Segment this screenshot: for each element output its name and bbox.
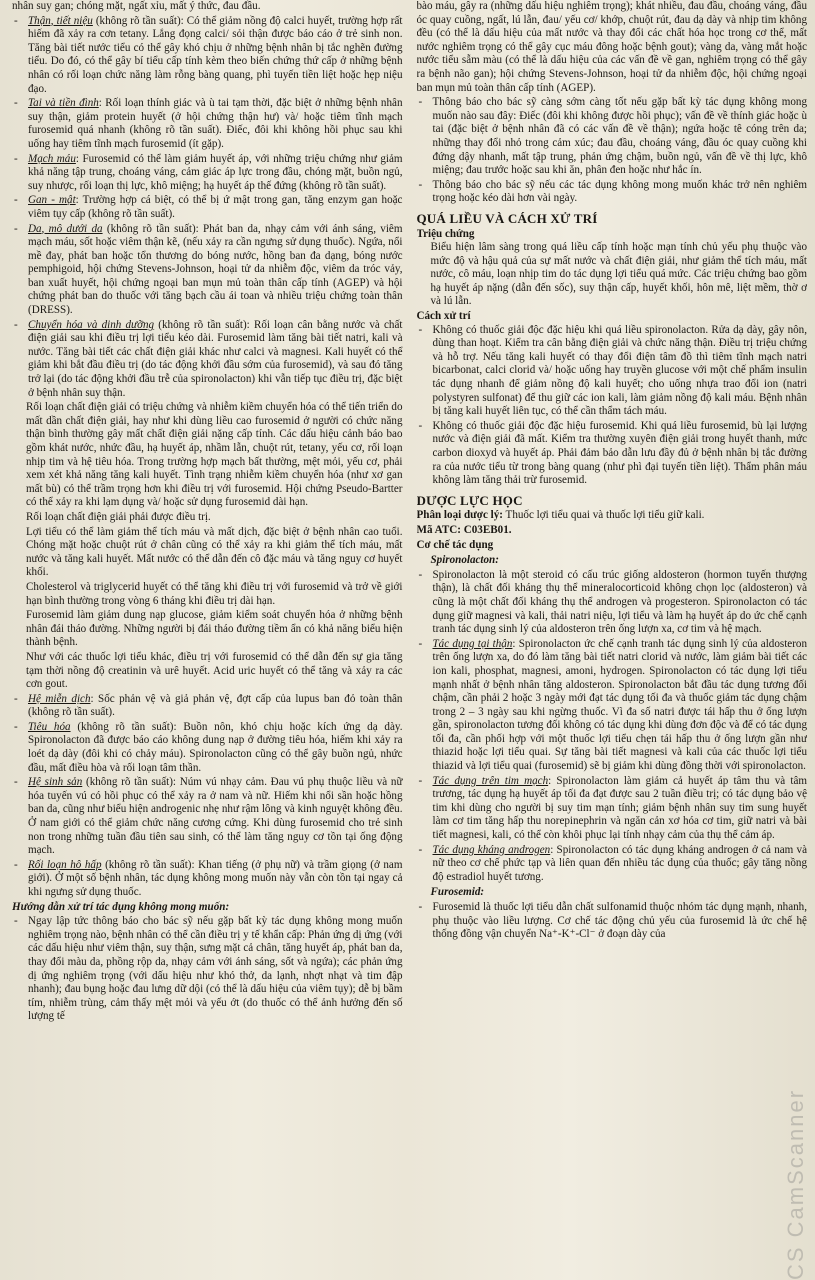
adverse-effects-list	[12, 15, 403, 401]
list-item	[12, 223, 403, 318]
subheading: Hướng dẫn xử trí tác dụng không mong muốn:	[12, 900, 230, 913]
list-item	[12, 15, 403, 97]
spironolacton-list	[417, 569, 808, 885]
list-item	[417, 844, 808, 885]
subheading: Cơ chế tác dụng	[416, 538, 494, 551]
section-heading: QUÁ LIỀU VÀ CÁCH XỬ TRÍ	[416, 210, 598, 226]
item-text: (không rõ tần suất): Rối loạn cân bằng nước và chất điện giải sau khi điều trị lợi tiểu kéo dài. Furosemid làm tăng bài tiết natri, kali và nước. Tăng bài tiết các chất điện giải khác như calci và magnesi. Kali huyết có thể giảm khi bắt đầu điều trị (do tác động khởi đầu sớm của furosemid), và sau đó tăng trở lại (do tác động khởi đầu trễ của spironolacton) khi vẫn tiếp tục điều trị, đặc biệt ở bệnh nhân suy thận.	[28, 318, 403, 399]
notify-list	[417, 96, 808, 206]
scanner-watermark: CS CamScanner	[783, 1088, 808, 1280]
list-item	[12, 153, 403, 194]
paragraph: Rối loạn chất điện giải phải được điều trị.	[26, 510, 211, 523]
paragraph	[417, 509, 808, 523]
list-item	[12, 319, 403, 401]
management-list	[12, 915, 403, 1024]
paragraph: Rối loạn chất điện giải có triệu chứng và nhiễm kiềm chuyển hóa có thể tiến triển do mất dần chất điện giải, hay như khi dùng liều cao furosemid ở người có chức năng thận bình thường gây mất chất điện giải nặng cấp tính. Các dấu hiệu cảnh báo bao gồm khát nước, nhức đầu, hạ huyết áp, nhầm lẫn, chuột rút, tetany, yếu cơ, rối loạn nhịp tim và hệ tiêu hóa. Trong trường hợp mạch bất thường, mệt mỏi, yếu cơ, phải xem xét khả năng tăng kali huyết. Tình trạng nhiễm kiềm chuyển hóa (như xơ gan mất bù) có thể trầm trọng hơn khi điều trị với furosemid. Hội chứng Pseudo-Bartter có thể xảy ra khi lạm dụng và/ hoặc sử dụng furosemid dài hạn.	[26, 401, 403, 509]
atc-code: Mã ATC: C03EB01.	[416, 523, 512, 536]
furosemid-list	[417, 901, 808, 942]
item-title: Tiêu hóa	[28, 720, 71, 733]
item-title: Thận, tiết niệu	[28, 14, 93, 27]
list-item	[12, 776, 403, 858]
item-title: Hệ sinh sản	[28, 776, 83, 789]
item-text: : Sốc phản vệ và giả phản vệ, đợt cấp của lupus ban đỏ toàn thân (không rõ tần suất).	[28, 692, 403, 719]
list-item: - Ngay lập tức thông báo cho bác sỹ nếu gặp bất kỳ tác dụng không mong muốn nghiêm trọng nào, bệnh nhân có thể cần điều trị y tế khẩn cấp: Phản ứng dị ứng (với các dấu hiệu như viêm thận, suy thận, sưng mặt cả chân, tăng huyết áp, phát ban da, thay đổi màu da, phồng rộp da, nhạy cảm với ánh sáng, sốt và ngứa); các phản ứng dị ứng nghiêm trọng (với dấu hiệu như khó thở, da lạnh, nhợt nhạt và tim đập nhanh); đau bụng hoặc đau lưng dữ dội (có thể là dấu hiệu của viêm tụy); dễ bị bầm tím, nhiễm trùng, cảm thấy mệt mỏi và yếu ớt (do thuốc có thể ảnh hưởng đến số lượng tế	[12, 915, 403, 1024]
left-column	[12, 0, 403, 1280]
list-item: - Không có thuốc giải độc đặc hiệu khi quá liều spironolacton. Rửa dạ dày, gây nôn, dùng than hoạt. Kiểm tra cân bằng điện giải và chức năng thận. Điều trị triệu chứng và hỗ trợ. Nếu tăng kali huyết có thay đổi điện tâm đồ thì tiêm tĩnh mạch natri bicarbonat, calci clorid và/ hoặc uống hay truyền glucose với một chế phẩm insulin tác dụng nhanh để giảm nồng độ kali huyết; cho uống nhựa trao đổi ion (natri polystyren sulfonat) để thu giữ các ion kali, làm giảm nồng độ kali máu. Bệnh nhân bị tăng kali huyết liên tục, có thể cần thẩm tách máu.	[417, 324, 808, 419]
item-title: Gan - mật	[28, 194, 76, 207]
item-title: Mạch máu	[28, 152, 76, 165]
list-item	[417, 638, 808, 774]
paragraph: nhân suy gan; chóng mặt, ngất xỉu, mất ý thức, đau đầu.	[12, 0, 261, 12]
list-item	[12, 97, 403, 151]
item-text: : Rối loạn thính giác và ù tai tạm thời, đặc biệt ở những bệnh nhân suy thận, giảm protein huyết (ở hội chứng thận hư) và/ hoặc tiêm tĩnh mạch furosemid quá nhanh (không rõ tần suất). Điếc, đôi khi không hồi phục sau khi uống hay tiêm tĩnh mạch furosemid (ít gặp).	[28, 97, 403, 150]
subheading: Cách xử trí	[416, 310, 471, 323]
item-text: : Spironolacton có tác dụng kháng androgen ở cả nam và nữ theo cơ chế phức tạp và liên quan đến nhiều tác dụng của thuốc; gây tăng nồng độ estradiol huyết tương.	[432, 843, 807, 883]
subheading: Triệu chứng	[416, 227, 475, 240]
item-text: : Spironolacton ức chế cạnh tranh tác dụng sinh lý của aldosteron trên ống lượn xa, do đó làm tăng bài tiết natri clorid và nước, làm giảm bài tiết các ion kali, phosphat, magnesi, amoni, hydrogen. Spironolacton có tác dụng lợi tiểu mạnh nhất ở bệnh nhân tăng aldosteron. Spironolacton bắt đầu tác dụng tương đối chậm, cần phải 2 hoặc 3 ngày mới đạt tác dụng tối đa và thuốc giảm tác dụng chậm trong 2 – 3 ngày sau khi ngừng thuốc. Vì đa số natri được tái hấp thu ở ống lượn gần, spironolacton tương đối không có tác dụng khi dùng đơn độc và để có tác dụng tối đa, cần phối hợp với một thuốc lợi tiểu chẹn tái hấp thu ở ống lượn gần như thiazid hoặc lợi tiểu quai. Sự tăng bài tiết magnesi và kali của các thuốc lợi tiểu thiazid và lợi tiểu quai (furosemid) sẽ bị giảm khi dùng đồng thời với spironolacton.	[432, 637, 807, 773]
paragraph: Furosemid làm giảm dung nạp glucose, giảm kiểm soát chuyển hóa ở những bệnh nhân đái tháo đường. Những người bị đái tháo đường tiềm ẩn có khả năng biểu hiện thành bệnh.	[26, 609, 403, 649]
section-heading: DƯỢC LỰC HỌC	[416, 492, 523, 508]
list-item: - Thông báo cho bác sỹ nếu các tác dụng không mong muốn khác trở nên nghiêm trọng hoặc kéo dài hơn vài ngày.	[417, 179, 808, 206]
list-item	[12, 693, 403, 720]
value: Thuốc lợi tiểu quai và thuốc lợi tiểu giữ kali.	[502, 509, 705, 522]
paragraph: Lợi tiểu có thể làm giảm thể tích máu và mất dịch, đặc biệt ở bệnh nhân cao tuổi. Chóng mặt hoặc chuột rút ở chân cũng có thể xảy ra khi giảm thể tích máu, mất nước và tăng kali huyết. Mất nước có thể dẫn đến cô đặc máu và tăng nguy cơ huyết khối.	[26, 525, 403, 579]
adverse-effects-list-2	[12, 693, 403, 900]
item-text: (không rõ tần suất): Có thể giảm nồng độ calci huyết, trường hợp rất hiếm đã xảy ra cơn tetany. Lắng đọng calci/ sỏi thận được báo cáo ở trẻ sinh non. Tăng bài tiết nước tiểu có thể gây khó chịu ở những bệnh nhân bị tắc nghẽn đường tiểu. Do đó, có thể gây bí tiểu cấp tính kèm theo biến chứng thứ cấp ở những bệnh nhân có rối loạn chức năng làm rỗng bàng quang, phì tuyến tiền liệt hoặc hẹp niệu đạo.	[28, 14, 403, 95]
paragraph: Như với các thuốc lợi tiểu khác, điều trị với furosemid có thể dẫn đến sự gia tăng tạm thời nồng độ creatinin và urê huyết. Acid uric huyết có thể tăng và xảy ra các cơn gout.	[26, 650, 403, 691]
item-title: Rối loạn hô hấp	[28, 858, 102, 871]
list-item: - Thông báo cho bác sỹ càng sớm càng tốt nếu gặp bất kỳ tác dụng không mong muốn nào sau đây: Điếc (đôi khi không được hồi phục); vấn đề về thính giác hoặc ù tai (đặc biệt ở bệnh nhân đã có các vấn đề về thận); ngứa hoặc tê cóng trên da; những thay đổi nhỏ trong cảm xúc; đau đầu, choáng váng, đầu óc quay cuồng khi đứng dậy nhanh, mất tập trung, phản ứng chậm, buồn ngủ, vấn đề về thị lực, khô miệng; đau trước hoặc sau khi ăn, phân đen hoặc như hắc ín.	[417, 96, 808, 178]
item-title: Tác dụng trên tim mạch	[432, 774, 549, 787]
item-text: (không rõ tần suất): Khan tiếng (ở phụ nữ) và trầm giọng (ở nam giới). Ở một số bệnh nhân, tác dụng không mong muốn này vẫn còn tồn tại ngay cả khi ngưng sử dụng thuốc.	[28, 858, 403, 898]
paragraph: Cholesterol và triglycerid huyết có thể tăng khi điều trị với furosemid và trở về giới hạn bình thường trong vòng 6 tháng khi điều trị dài hạn.	[26, 580, 403, 607]
item-title: Chuyển hóa và dinh dưỡng	[28, 318, 155, 331]
item-title: Tai và tiền đình	[28, 97, 99, 110]
paragraph: Biểu hiện lâm sàng trong quá liều cấp tính hoặc mạn tính chủ yếu phụ thuộc vào mức độ và hậu quả của sự mất nước và chất điện giải, như giảm thể tích máu, mất nước, cô máu, loạn nhịp tim do tác dụng lợi tiểu quá mức. Các triệu chứng bao gồm hạ huyết áp nặng (dẫn đến sốc), suy thận cấp, huyết khối, hôn mê, liệt mềm, thờ ơ và lú lẫn.	[430, 241, 807, 308]
item-title: Tác dụng kháng androgen	[432, 843, 551, 856]
item-text: : Trường hợp cá biệt, có thể bị ứ mật trong gan, tăng enzym gan hoặc viêm tụy cấp (không rõ tần suất).	[28, 194, 403, 220]
paragraph: bào máu, gây ra (những dấu hiệu nghiêm trọng); khát nhiều, đau đầu, choáng váng, đầu óc quay cuồng, ngất, lú lẫn, đau/ yếu cơ/ khớp, chuột rút, đau dạ dày và nhịp tim không đều (có thể là dấu hiệu của mất nước và thay đổi các chất hóa học trong cơ thể, mất nước nghiêm trọng có thể gây cục máu đông hoặc bệnh gout); vàng da, vàng mắt hoặc nước tiểu sẫm màu (có thể là dấu hiệu của các vấn đề về gan, nghiêm trọng có thể gây ra bệnh não gan); hội chứng Stevens-Johnson, hoại tử da nhiễm độc, hội chứng ngoại ban mụn mủ toàn thân cấp tính (AGEP).	[416, 0, 807, 94]
item-text: (không rõ tần suất): Núm vú nhạy cảm. Đau vú phụ thuộc liều và nữ hóa tuyến vú có hồi phục có thể xảy ra ở nam và nữ. Hiếm khi nổi sần hoặc hồng ban da, cũng như biểu hiện androgenic nhẹ như rậm lông và kinh nguyệt không đều. Ở nam giới có thể giảm chức năng cương cứng. Khi dùng furosemid cho trẻ sinh non trong những tuần đầu tiên sau sinh, có thể làm tăng nguy cơ tồn tại ống động mạch.	[28, 776, 403, 857]
label: Phân loại dược lý:	[416, 509, 503, 522]
item-text: : Spironolacton làm giảm cả huyết áp tâm thu và tâm trương, tác dụng hạ huyết áp tối đa đạt được sau 2 tuần điều trị; có tác dụng bảo vệ tim khi dùng cho người bị suy tim mạn tính; giảm bệnh nhân suy tim sung huyết làm cơ tim tăng hấp thu norepinephrin và ngăn cản xơ hóa cơ tim, giữ natri và bài tiết magnesi, kali, có thể còn khôi phục lại tính nhạy cảm của thụ thể cảm áp.	[432, 774, 807, 842]
list-item	[417, 775, 808, 843]
list-item	[12, 194, 403, 221]
item-title: Da, mô dưới da	[28, 222, 103, 235]
drug-heading: Spironolacton:	[430, 554, 499, 567]
treatment-list	[417, 324, 808, 488]
item-title: Tác dụng tại thận	[432, 637, 513, 650]
item-text: (không rõ tần suất): Phát ban da, nhạy cảm với ánh sáng, viêm mạch máu, sốt hoặc viêm thận kẽ, (nếu xảy ra cần ngưng sử dụng thuốc). Ngứa, nổi mề đay, phát ban hoặc tổn thương do bóng nước, hồng ban đa dạng, bóng nước pemphigoid, hội chứng Stevens-Johnson, hoại tử da nhiễm độc, viêm da tróc vảy, ban xuất huyết, hội chứng ngoại ban mụn mủ toàn thân cấp tính (AGEP) và hội chứng phát ban do thuốc với tăng bạch cầu ái toan và nhiều triệu chứng toàn thân (DRESS).	[28, 222, 403, 317]
list-item: - Spironolacton là một steroid có cấu trúc giống aldosteron (hormon tuyến thượng thận), là chất đối kháng thụ thể mineralocorticoid không chọn lọc (aldosteron) và cũng là một chất đối kháng thụ thể androgen và progesteron. Spironolacton có tác dụng giữ magnesi và kali, thải natri niệu, lợi tiểu và làm hạ huyết áp do ức chế cạnh tranh tác dụng sinh lý của aldosteron trên ống lượn xa, cơ tim và hệ mạch.	[417, 569, 808, 637]
item-text: : Furosemid có thể làm giảm huyết áp, với những triệu chứng như giảm khả năng tập trung, choáng váng, cảm giác áp lực trong đầu, chóng mặt, buồn ngủ, suy nhược, rối loạn thị lực, khô miệng; hạ huyết áp thế đứng (không rõ tần suất).	[28, 152, 403, 192]
right-column	[417, 0, 808, 1280]
list-item	[12, 859, 403, 900]
list-item	[12, 721, 403, 775]
list-item: - Furosemid là thuốc lợi tiểu dẫn chất sulfonamid thuộc nhóm tác dụng mạnh, nhanh, phụ thuộc vào liều lượng. Cơ chế tác động chủ yếu của furosemid là ức chế hệ thống đồng vận chuyển Na⁺-K⁺-Cl⁻ ở đoạn dày của	[417, 901, 808, 942]
item-text: (không rõ tần suất): Buồn nôn, khó chịu hoặc kích ứng dạ dày. Spironolacton đã được báo cáo không dung nạp ở đường tiêu hóa, hiếm khi xảy ra loét dạ dày (đôi khi có chảy máu). Spironolacton cũng có thể gây buồn ngủ, nhức đầu, mất điều hòa và rối loạn tâm thần.	[28, 720, 403, 774]
item-title: Hệ miễn dịch	[28, 692, 91, 705]
drug-heading: Furosemid:	[430, 886, 485, 899]
list-item: - Không có thuốc giải độc đặc hiệu furosemid. Khi quá liều furosemid, bù lại lượng nước và điện giải đã mất. Kiểm tra thường xuyên điện giải trong huyết thanh, mức carbon dioxyd và huyết áp. Phải đảm bảo dẫn lưu đầy đủ ở bệnh nhân bị tắc đường ra của nước tiểu từ trong bàng quang (như phì đại tuyến tiền liệt). Thẩm phân máu không làm tăng thải trừ furosemid.	[417, 420, 808, 488]
